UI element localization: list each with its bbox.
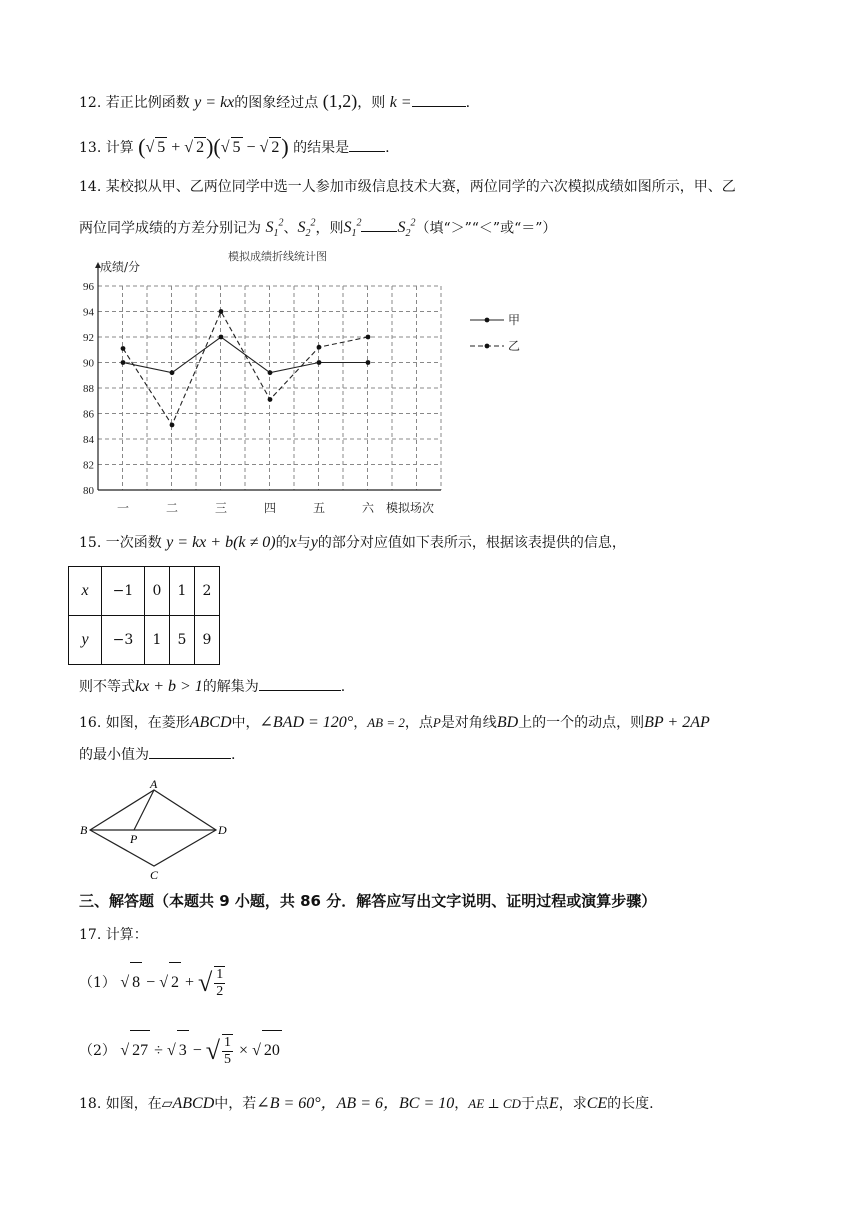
legend-label: 甲 (508, 313, 521, 327)
y-tick-label: 96 (83, 281, 94, 293)
table-cell: −1 (102, 567, 145, 616)
data-point (366, 360, 371, 365)
vertex-label-b: B (80, 823, 88, 837)
answer-blank[interactable] (259, 676, 341, 691)
question-13: 13. 计算 (√ 5 + √ 2)(√ 5 − √ 2) 的结果是 . (79, 134, 390, 159)
question-18: 18. 如图，在▱ABCD中，若∠B = 60°，AB = 6，BC = 10，AE ⊥ CD于点E，求CE的长度. (79, 1095, 654, 1112)
data-point (268, 397, 273, 402)
legend-marker (485, 318, 490, 323)
question-16-line2: 的最小值为 . (79, 744, 235, 765)
math-expr: y = kx (194, 94, 235, 111)
rhombus-figure (78, 776, 238, 880)
table-cell: 1 (145, 616, 170, 665)
answer-blank[interactable] (412, 92, 466, 107)
data-point (121, 360, 126, 365)
x-tick-label: 三 (214, 501, 228, 515)
table-cell: 0 (145, 567, 170, 616)
vertex-label-d: D (218, 823, 227, 837)
question-17: 17. 计算： (79, 927, 148, 943)
data-point (121, 346, 126, 351)
data-point (170, 370, 175, 375)
chart-title: 模拟成绩折线统计图 (228, 250, 327, 263)
table-cell: 2 (195, 567, 220, 616)
question-17-part2: （2） √ 27 ÷ √ 3 − √ $\frac{1}{5}$ × √ 20 (79, 1030, 282, 1071)
y-tick-label: 90 (83, 357, 94, 370)
question-16: 16. 如图，在菱形ABCD中，∠BAD = 120°，AB = 2，点P是对角线BD上的一个的动点，则BP + 2AP (79, 714, 710, 731)
x-tick-label: 五 (312, 501, 326, 515)
y-tick-label: 84 (83, 434, 94, 446)
data-point (219, 309, 224, 314)
x-tick-label: 二 (165, 501, 179, 515)
y-tick-label: 82 (83, 459, 94, 472)
table-cell: 1 (170, 567, 195, 616)
y-axis-label: 成绩/分 (100, 260, 141, 274)
data-point (170, 423, 175, 428)
data-point (317, 360, 322, 365)
question-12: 12. 若正比例函数 y = kx的图象经过点 (1,2)，则 k = . (79, 91, 471, 111)
y-tick-label: 94 (83, 306, 94, 319)
data-point (219, 335, 224, 340)
table-cell: −3 (102, 616, 145, 665)
point-label-p: P (130, 832, 138, 846)
x-tick-label: 一 (116, 501, 130, 515)
x-axis-label: 模拟场次 (386, 501, 435, 515)
question-15-inequality: 则不等式kx + b > 1的解集为 . (79, 678, 346, 695)
question-14-line1: 14. 某校拟从甲、乙两位同学中选一人参加市级信息技术大赛，两位同学的六次模拟成绩如图所示，甲、乙 (79, 179, 736, 195)
vertex-label-c: C (150, 868, 159, 880)
table-cell: 9 (195, 616, 220, 665)
data-point (366, 335, 371, 340)
data-point (317, 345, 322, 350)
question-17-part1: （1） √ 8 − √ 2 + √ $\frac{1}{2}$ (79, 962, 227, 1003)
table-row (69, 616, 220, 665)
y-tick-label: 88 (83, 383, 94, 395)
answer-blank[interactable] (149, 744, 231, 759)
vertex-label-a: A (150, 777, 158, 791)
table-header-y: y (69, 616, 102, 665)
y-tick-label: 92 (83, 332, 94, 344)
x-tick-label: 六 (361, 501, 375, 515)
answer-blank[interactable] (361, 217, 397, 232)
math-expr: (√ 5 + √ 2)(√ 5 − √ 2) (138, 134, 289, 159)
question-15: 15. 一次函数 y = kx + b(k ≠ 0)的x与y的部分对应值如下表所示，根据该表提供的信息， (79, 534, 626, 551)
x-tick-label: 四 (263, 501, 277, 515)
math-expr: y = kx + b(k ≠ 0) (166, 534, 276, 551)
legend-marker (485, 344, 490, 349)
data-point (268, 370, 273, 375)
value-table (68, 566, 220, 665)
answer-blank[interactable] (349, 137, 385, 152)
y-tick-label: 80 (83, 485, 94, 497)
table-header-x: x (69, 567, 102, 616)
table-cell: 5 (170, 616, 195, 665)
question-14-line2: 两位同学成绩的方差分别记为 $S_1^2$、$S_2^2$，则$S_1^2$ $S_2^2$（填“＞”“＜”或“＝”） (79, 218, 557, 240)
line-chart (78, 246, 528, 518)
table-row (69, 567, 220, 616)
legend-label: 乙 (508, 339, 521, 353)
section-heading: 三、解答题（本题共 9 小题，共 86 分．解答应写出文字说明、证明过程或演算步骤） (79, 892, 657, 910)
y-tick-label: 86 (83, 408, 94, 421)
